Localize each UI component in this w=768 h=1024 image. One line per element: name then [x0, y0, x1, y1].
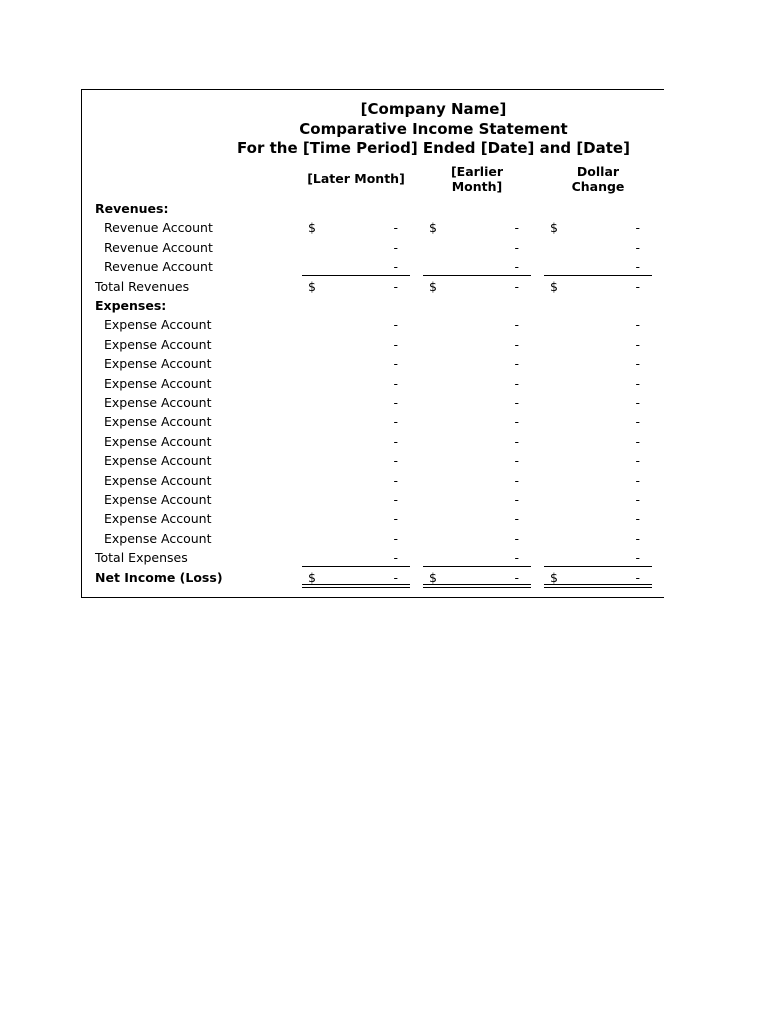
- revenue-account-row: [0, 218, 768, 237]
- column-header-later-month: [300, 171, 412, 186]
- amount-cell: [423, 509, 531, 528]
- expense-account-row: [0, 451, 768, 470]
- amount-cell: [302, 529, 410, 548]
- amount-cell: [423, 451, 531, 470]
- amount-value: -: [393, 317, 398, 332]
- column-header-dollar-change: [542, 164, 654, 194]
- expense-account-row: [0, 354, 768, 373]
- amount-value: -: [514, 531, 519, 546]
- row-label: Expense Account: [104, 473, 212, 488]
- amount-value: -: [635, 550, 640, 565]
- currency-symbol: $: [550, 220, 558, 235]
- amount-value: -: [393, 550, 398, 565]
- row-label: Expense Account: [104, 453, 212, 468]
- amount-cell: [544, 548, 652, 567]
- expense-account-row: [0, 490, 768, 509]
- column-header-line: Change: [571, 179, 625, 194]
- amount-value: -: [393, 570, 398, 585]
- expenses-heading: [0, 296, 768, 315]
- amount-value: -: [514, 414, 519, 429]
- amount-cell: [302, 432, 410, 451]
- amount-cell: [302, 451, 410, 470]
- amount-value: -: [635, 220, 640, 235]
- amount-cell: [302, 354, 410, 373]
- amount-value: -: [635, 492, 640, 507]
- amount-value: -: [635, 414, 640, 429]
- subtotal-underline: [302, 275, 410, 276]
- amount-value: -: [514, 570, 519, 585]
- amount-value: -: [635, 570, 640, 585]
- amount-cell: [302, 374, 410, 393]
- row-label: Expense Account: [104, 356, 212, 371]
- amount-value: -: [393, 453, 398, 468]
- amount-value: -: [514, 473, 519, 488]
- amount-value: -: [393, 511, 398, 526]
- row-label: Expense Account: [104, 434, 212, 449]
- row-label: Total Expenses: [95, 550, 188, 565]
- amount-cell: [544, 432, 652, 451]
- row-label: Expense Account: [104, 395, 212, 410]
- amount-value: -: [514, 492, 519, 507]
- amount-cell: [544, 393, 652, 412]
- double-underline: [423, 584, 531, 588]
- amount-cell: [544, 471, 652, 490]
- row-label: Revenue Account: [104, 220, 213, 235]
- amount-value: -: [393, 531, 398, 546]
- expense-account-row: [0, 509, 768, 528]
- amount-cell: [302, 509, 410, 528]
- amount-cell: [423, 374, 531, 393]
- amount-value: -: [514, 337, 519, 352]
- amount-cell: [423, 548, 531, 567]
- column-header-line: [Later Month]: [307, 171, 405, 186]
- amount-cell: [302, 412, 410, 431]
- amount-value: -: [635, 259, 640, 274]
- amount-value: -: [514, 376, 519, 391]
- amount-value: -: [635, 434, 640, 449]
- amount-value: -: [635, 317, 640, 332]
- currency-symbol: $: [429, 220, 437, 235]
- amount-cell: [544, 529, 652, 548]
- amount-cell: [544, 315, 652, 334]
- expense-account-row: [0, 315, 768, 334]
- subtotal-underline: [423, 566, 531, 567]
- amount-value: -: [514, 240, 519, 255]
- amount-cell: [423, 412, 531, 431]
- amount-cell: [302, 218, 410, 237]
- amount-cell: [423, 238, 531, 257]
- row-label: Expense Account: [104, 492, 212, 507]
- row-label: Net Income (Loss): [95, 570, 223, 585]
- amount-cell: [544, 218, 652, 237]
- amount-cell: [544, 509, 652, 528]
- amount-cell: [423, 257, 531, 276]
- revenue-account-row: [0, 257, 768, 276]
- row-label: Expense Account: [104, 531, 212, 546]
- amount-value: -: [393, 356, 398, 371]
- amount-value: -: [635, 511, 640, 526]
- amount-value: -: [635, 337, 640, 352]
- currency-symbol: $: [308, 279, 316, 294]
- currency-symbol: $: [550, 279, 558, 294]
- amount-value: -: [393, 279, 398, 294]
- double-underline: [302, 584, 410, 588]
- column-header-line: Dollar: [576, 164, 620, 179]
- column-header-line: Month]: [451, 179, 503, 194]
- subtotal-underline: [544, 275, 652, 276]
- amount-cell: [423, 471, 531, 490]
- amount-cell: [544, 374, 652, 393]
- column-header-line: [Earlier: [450, 164, 504, 179]
- amount-cell: [302, 277, 410, 296]
- amount-cell: [544, 257, 652, 276]
- amount-value: -: [514, 434, 519, 449]
- double-underline: [544, 584, 652, 588]
- amount-value: -: [393, 414, 398, 429]
- amount-value: -: [635, 240, 640, 255]
- row-label: Expense Account: [104, 376, 212, 391]
- amount-value: -: [393, 492, 398, 507]
- subtotal-underline: [423, 275, 531, 276]
- amount-value: -: [393, 376, 398, 391]
- revenue-account-row: [0, 238, 768, 257]
- amount-cell: [423, 277, 531, 296]
- amount-cell: [423, 315, 531, 334]
- amount-value: -: [635, 279, 640, 294]
- amount-value: -: [635, 356, 640, 371]
- amount-cell: [544, 335, 652, 354]
- expense-account-row: [0, 529, 768, 548]
- amount-cell: [423, 354, 531, 373]
- amount-value: -: [514, 220, 519, 235]
- row-label: Expenses:: [95, 298, 167, 313]
- expense-account-row: [0, 393, 768, 412]
- row-label: Expense Account: [104, 337, 212, 352]
- expense-account-row: [0, 412, 768, 431]
- amount-cell: [544, 277, 652, 296]
- amount-cell: [423, 432, 531, 451]
- statement-title: Comparative Income Statement: [299, 120, 568, 138]
- expense-account-row: [0, 432, 768, 451]
- amount-cell: [544, 490, 652, 509]
- amount-cell: [302, 548, 410, 567]
- total-expenses-row: [0, 548, 768, 567]
- total-revenues-row: [0, 277, 768, 296]
- amount-cell: [544, 451, 652, 470]
- row-label: Total Revenues: [95, 279, 190, 294]
- subtotal-underline: [544, 566, 652, 567]
- row-label: Expense Account: [104, 317, 212, 332]
- amount-cell: [423, 393, 531, 412]
- expense-account-row: [0, 374, 768, 393]
- company-name: [Company Name]: [360, 100, 507, 118]
- amount-value: -: [393, 259, 398, 274]
- amount-value: -: [393, 220, 398, 235]
- expense-account-row: [0, 335, 768, 354]
- amount-value: -: [393, 434, 398, 449]
- amount-cell: [302, 257, 410, 276]
- amount-value: -: [393, 240, 398, 255]
- subtotal-underline: [302, 566, 410, 567]
- amount-value: -: [393, 473, 398, 488]
- amount-cell: [302, 490, 410, 509]
- amount-cell: [302, 335, 410, 354]
- amount-cell: [423, 490, 531, 509]
- row-label: Expense Account: [104, 511, 212, 526]
- amount-cell: [302, 238, 410, 257]
- amount-value: -: [514, 317, 519, 332]
- row-label: Revenue Account: [104, 240, 213, 255]
- amount-value: -: [635, 395, 640, 410]
- amount-value: -: [393, 395, 398, 410]
- revenues-heading: [0, 199, 768, 218]
- currency-symbol: $: [429, 570, 437, 585]
- column-header-earlier-month: [421, 164, 533, 194]
- currency-symbol: $: [308, 570, 316, 585]
- amount-cell: [544, 354, 652, 373]
- amount-value: -: [635, 473, 640, 488]
- row-label: Revenues:: [95, 201, 169, 216]
- currency-symbol: $: [308, 220, 316, 235]
- row-label: Expense Account: [104, 414, 212, 429]
- amount-cell: [423, 218, 531, 237]
- currency-symbol: $: [429, 279, 437, 294]
- amount-value: -: [514, 395, 519, 410]
- row-label: Revenue Account: [104, 259, 213, 274]
- expense-account-row: [0, 471, 768, 490]
- amount-cell: [423, 335, 531, 354]
- statement-period: For the [Time Period] Ended [Date] and [Date]: [237, 139, 630, 157]
- amount-value: -: [514, 259, 519, 274]
- amount-value: -: [514, 453, 519, 468]
- amount-value: -: [514, 356, 519, 371]
- amount-value: -: [514, 550, 519, 565]
- amount-value: -: [635, 376, 640, 391]
- amount-value: -: [514, 511, 519, 526]
- amount-value: -: [635, 453, 640, 468]
- currency-symbol: $: [550, 570, 558, 585]
- amount-cell: [544, 238, 652, 257]
- amount-cell: [423, 529, 531, 548]
- amount-value: -: [514, 279, 519, 294]
- amount-cell: [302, 315, 410, 334]
- amount-cell: [302, 393, 410, 412]
- amount-cell: [544, 412, 652, 431]
- amount-value: -: [635, 531, 640, 546]
- amount-value: -: [393, 337, 398, 352]
- amount-cell: [302, 471, 410, 490]
